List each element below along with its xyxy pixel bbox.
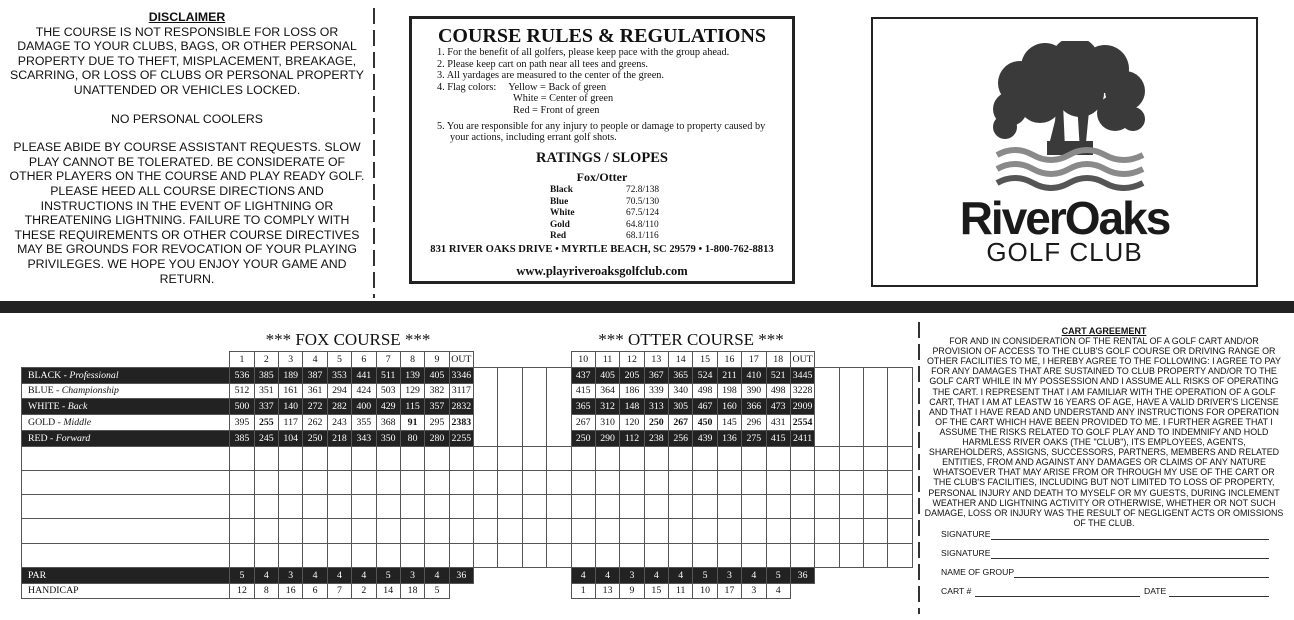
handicap-label: HANDICAP [22, 583, 230, 599]
yardage: 290 [595, 430, 619, 446]
par-value: 4 [254, 567, 278, 583]
scorecard-table [21, 351, 913, 599]
tee-label: WHITE - Back [22, 399, 230, 415]
hole-number-row [22, 352, 913, 368]
yardage: 139 [400, 367, 424, 383]
yardage: 294 [327, 383, 351, 399]
handicap-value: 8 [254, 583, 278, 599]
rating-value: 64.8/110 [626, 219, 659, 230]
handicap-value: 1 [571, 583, 595, 599]
yardage: 405 [425, 367, 449, 383]
yardage: 267 [669, 415, 693, 431]
hole-number: 12 [620, 352, 644, 368]
par-value: 4 [595, 567, 619, 583]
yardage: 361 [303, 383, 327, 399]
par-value: 4 [742, 567, 766, 583]
yardage: 305 [669, 399, 693, 415]
yardage: 280 [425, 430, 449, 446]
yardage: 211 [717, 367, 741, 383]
signature-line-2[interactable] [991, 558, 1269, 559]
yardage: 382 [425, 383, 449, 399]
cart-number-line[interactable] [975, 596, 1140, 597]
par-value: 4 [327, 567, 351, 583]
par-value: 4 [644, 567, 668, 583]
handicap-value: 14 [376, 583, 400, 599]
yardage: 536 [230, 367, 254, 383]
hole-number: 11 [595, 352, 619, 368]
handicap-value: 15 [644, 583, 668, 599]
disclaimer-para-3: PLEASE ABIDE BY COURSE ASSISTANT REQUESTS. SLOW PLAY CANNOT BE TOLERATED. BE CONSIDERATE OF OTHER PLAYERS ON THE COURSE AND PLAY READY GOLF. PLEASE HEED ALL COURSE DIRECTIONS AND INSTRUCTIONS IN THE EVENT OF LIGHTNING OR THREATENING LIGHTNING. FAILURE TO COMPLY WITH THESE REQUIREMENTS OR OTHER COURSE DIRECTIVES MAY BE GROUNDS FOR REVOCATION OF YOUR PLAYING PRIVILEGES. WE HOPE YOU ENJOY YOUR GAME AND RETURN. [9, 140, 365, 286]
club-address: 831 RIVER OAKS DRIVE • MYRTLE BEACH, SC 29579 • 1-800-762-8813 [430, 244, 774, 255]
tee-row-gold [22, 415, 913, 431]
disclaimer-para-2: NO PERSONAL COOLERS [111, 111, 263, 126]
hole-number: 2 [254, 352, 278, 368]
fold-line [373, 8, 375, 298]
par-value: 3 [279, 567, 303, 583]
yardage: 410 [742, 367, 766, 383]
par-value: 3 [717, 567, 741, 583]
hole-number: 5 [327, 352, 351, 368]
hole-number: 15 [693, 352, 717, 368]
handicap-value: 18 [400, 583, 424, 599]
hole-out-label: OUT [449, 352, 473, 368]
fox-net-column: N E T [522, 367, 546, 446]
yardage: 387 [303, 367, 327, 383]
player-score-row[interactable] [22, 446, 913, 470]
par-value: 4 [669, 567, 693, 583]
yardage: 255 [254, 415, 278, 431]
yardage: 405 [595, 367, 619, 383]
yardage: 385 [254, 367, 278, 383]
fox-adjusted-column: A D J U S T E D [547, 367, 571, 446]
group-name-label: NAME OF GROUP [941, 567, 1015, 577]
yardage-out: 3445 [790, 367, 814, 383]
hole-number: 1 [230, 352, 254, 368]
handicap-value: 6 [303, 583, 327, 599]
tee-row-red [22, 430, 913, 446]
yardage: 245 [254, 430, 278, 446]
hole-number: 17 [742, 352, 766, 368]
yardage: 136 [717, 430, 741, 446]
handicap-value: 16 [279, 583, 303, 599]
hole-number: 10 [571, 352, 595, 368]
signature-label-1: SIGNATURE [941, 529, 991, 539]
player-score-row[interactable] [22, 519, 913, 543]
otter-net-column: N E T [864, 367, 888, 446]
handicap-value: 13 [595, 583, 619, 599]
yardage: 339 [644, 383, 668, 399]
fox-handicap-column: H A N D I C A P [498, 367, 522, 446]
yardage-out: 2255 [449, 430, 473, 446]
tee-label: BLACK - Professional [22, 367, 230, 383]
tee-label: BLUE - Championship [22, 383, 230, 399]
yardage: 450 [693, 415, 717, 431]
otter-course-title: *** OTTER COURSE *** [598, 330, 784, 349]
handicap-row [22, 583, 913, 599]
rating-tee: Blue [550, 196, 569, 207]
handicap-value: 10 [693, 583, 717, 599]
yardage-out: 3228 [790, 383, 814, 399]
yardage: 498 [766, 383, 790, 399]
date-label: DATE [1144, 586, 1167, 596]
fold-band [0, 301, 1294, 313]
tee-row-white [22, 399, 913, 415]
player-score-row[interactable] [22, 495, 913, 519]
hole-out-label: OUT [790, 352, 814, 368]
par-value: 5 [376, 567, 400, 583]
yardage: 521 [766, 367, 790, 383]
logo-subtitle: GOLF CLUB [986, 237, 1143, 267]
yardage: 120 [620, 415, 644, 431]
par-value: 3 [620, 567, 644, 583]
player-score-row[interactable] [22, 543, 913, 567]
yardage: 250 [644, 415, 668, 431]
rule-1: 1. For the benefit of all golfers, please keep pace with the group ahead. [437, 47, 730, 58]
yardage: 272 [303, 399, 327, 415]
yardage: 243 [327, 415, 351, 431]
handicap-value: 2 [352, 583, 376, 599]
yardage: 368 [376, 415, 400, 431]
rating-value: 67.5/124 [626, 208, 660, 219]
hole-number: 13 [644, 352, 668, 368]
otter-total-column: T O T A L [815, 367, 839, 446]
yardage-out: 3346 [449, 367, 473, 383]
hole-number: 14 [669, 352, 693, 368]
yardage: 91 [400, 415, 424, 431]
flag-yellow: Yellow = Back of green [508, 81, 607, 93]
rule-2: 2. Please keep cart on path near all tees and greens. [437, 58, 648, 70]
handicap-value: 4 [766, 583, 790, 599]
hole-number: 6 [352, 352, 376, 368]
hole-number: 18 [766, 352, 790, 368]
course-rules-box [409, 16, 795, 284]
yardage: 364 [595, 383, 619, 399]
rating-tee: Red [550, 231, 567, 242]
yardage: 353 [327, 367, 351, 383]
rules-list [437, 47, 787, 144]
yardage: 115 [400, 399, 424, 415]
handicap-value: 11 [669, 583, 693, 599]
handicap-value: 7 [327, 583, 351, 599]
tee-row-blue [22, 383, 913, 399]
fox-course-title: *** FOX COURSE *** [265, 330, 431, 349]
tee-label: RED - Forward [22, 430, 230, 446]
group-name-line[interactable] [1014, 577, 1269, 578]
par-value: 4 [571, 567, 595, 583]
yardage: 429 [376, 399, 400, 415]
yardage: 367 [644, 367, 668, 383]
rule-3: 3. All yardages are measured to the center of the green. [437, 70, 665, 82]
par-value: 4 [425, 567, 449, 583]
otter-adjusted-column: A D J U S T E D [888, 367, 913, 446]
yardage: 312 [595, 399, 619, 415]
yardage: 503 [376, 383, 400, 399]
handicap-value: 5 [425, 583, 449, 599]
yardage: 250 [571, 430, 595, 446]
yardage: 350 [376, 430, 400, 446]
yardage: 337 [254, 399, 278, 415]
yardage: 148 [620, 399, 644, 415]
yardage: 467 [693, 399, 717, 415]
hole-number: 8 [400, 352, 424, 368]
handicap-value: 9 [620, 583, 644, 599]
yardage: 424 [352, 383, 376, 399]
disclaimer-para-1: THE COURSE IS NOT RESPONSIBLE FOR LOSS OR DAMAGE TO YOUR CLUBS, BAGS, OR OTHER PERSONAL PROPERTY DUE TO THEFT, MISPLACEMENT, BREAKAGE, SCARRING, OR LOSS OF CLUBS OR PERSONAL PROPERTY UNATTENDED OR VEHICLES LOCKED. [10, 24, 364, 97]
fold-line [918, 322, 920, 614]
yardage: 473 [766, 399, 790, 415]
par-value: 5 [693, 567, 717, 583]
hole-number: 4 [303, 352, 327, 368]
tee-row-black [22, 367, 913, 383]
yardage-out: 3117 [449, 383, 473, 399]
yardage: 282 [327, 399, 351, 415]
yardage: 140 [279, 399, 303, 415]
rating-tee: Gold [550, 219, 570, 230]
yardage: 250 [303, 430, 327, 446]
cart-agreement-body: FOR AND IN CONSIDERATION OF THE RENTAL OF A GOLF CART AND/OR PROVISION OF ACCESS TO THE CLUB'S GOLF COURSE OR DRIVING RANGE OR OTHER FACILITIES TO ME, I HEREBY AGREE TO THE FOLLOWING: I AGREE TO PAY FOR ANY DAMAGES THAT ARE SUSTAINED TO CLUB PROPERTY AND/OR TO THE GOLF CART WHILE IN MY POSSESSION AND I ASSUME ALL RISKS OF OPERATING THE CART. I REPRESENT THAT I AM FAMILIAR WITH THE OPERATION OF A GOLF CART, THAT I AM AT LEASTW 16 YEARS OF AGE, HAVE A VALID DRIVER'S LICENSE AND THAT I HAVE READ AND UNDERSTAND ANY INSTRUCTIONS FOR OPERATION OF THE CART WHICH HAVE BEEN PROVIDED TO ME. I FURTHER AGREE THAT I ASSUME THE RISKS RELATED TO GOLF PLAY AND TO INDEMNIFY AND HOLD HARMLESS RIVER OAKS (THE "CLUB"), ITS EMPLOYEES, AGENTS, SHAREHOLDERS, ASSIGNS, SUCCESSORS, PARTNERS, MEMBERS AND RELATED ENTITIES, FROM AND AGAINST ANY DAMAGES OR CLAIMS OF ANY NATURE WHATSOEVER THAT MAY ARISE FROM OR THROUGH MY USE OF THE CART OR THE CLUB'S FACILITIES, INCLUDING BUT NOT LIMITED TO LOSS OF PROPERTY, PERSONAL INJURY AND DEATH TO MYSELF OR MY GUESTS, DURING INCLEMENT WEATHER AND LIGHTNING ACTIVITY OR OTHERWISE, WHETHER OR NOT SUCH DAMAGE, LOSS OR INJURY WAS THE RESULT OF NEGLIGENT ACTS OR OMISSIONS OF THE CLUB. [924, 336, 1284, 528]
hole-number: 16 [717, 352, 741, 368]
yardage: 355 [352, 415, 376, 431]
signature-line-1[interactable] [991, 539, 1269, 540]
rule-5: 5. You are responsible for any injury to people or damage to property caused by [437, 120, 766, 132]
hole-number: 3 [279, 352, 303, 368]
fox-total-column: T O T A L [474, 367, 498, 446]
yardage: 310 [595, 415, 619, 431]
cart-agreement [924, 326, 1284, 528]
yardage: 524 [693, 367, 717, 383]
yardage: 160 [717, 399, 741, 415]
rule-5-cont: your actions, including errant golf shots. [450, 132, 617, 144]
logo-box [871, 17, 1258, 287]
signature-label-2: SIGNATURE [941, 548, 991, 558]
yardage-out: 2909 [790, 399, 814, 415]
yardage: 441 [352, 367, 376, 383]
disclaimer-text [8, 10, 366, 286]
yardage: 117 [279, 415, 303, 431]
yardage: 145 [717, 415, 741, 431]
yardage: 400 [352, 399, 376, 415]
yardage: 366 [742, 399, 766, 415]
rating-value: 72.8/138 [626, 185, 660, 195]
yardage: 395 [230, 415, 254, 431]
otter-handicap-column: H A N D I C A P [839, 367, 863, 446]
yardage: 439 [693, 430, 717, 446]
yardage: 189 [279, 367, 303, 383]
yardage: 500 [230, 399, 254, 415]
ratings-subtitle: Fox/Otter [576, 170, 628, 184]
par-value: 5 [230, 567, 254, 583]
yardage: 218 [327, 430, 351, 446]
yardage: 498 [693, 383, 717, 399]
yardage: 512 [230, 383, 254, 399]
yardage: 357 [425, 399, 449, 415]
yardage: 313 [644, 399, 668, 415]
yardage: 256 [669, 430, 693, 446]
rating-value: 68.1/116 [626, 231, 659, 242]
ratings-title: RATINGS / SLOPES [536, 150, 668, 166]
flag-red: Red = Front of green [513, 104, 600, 116]
yardage-out: 2411 [790, 430, 814, 446]
par-out: 36 [449, 567, 473, 583]
hole-number: 9 [425, 352, 449, 368]
handicap-value: 3 [742, 583, 766, 599]
yardage: 80 [400, 430, 424, 446]
yardage-out: 2832 [449, 399, 473, 415]
yardage: 262 [303, 415, 327, 431]
rating-value: 70.5/130 [626, 196, 660, 207]
par-label: PAR [22, 567, 230, 583]
cart-agreement-title: CART AGREEMENT [1061, 326, 1147, 336]
flag-white: White = Center of green [513, 93, 614, 105]
rating-tee: White [550, 208, 575, 219]
yardage: 343 [352, 430, 376, 446]
yardage: 415 [766, 430, 790, 446]
logo-name: RiverOaks [959, 192, 1170, 244]
yardage: 186 [620, 383, 644, 399]
par-row [22, 567, 913, 583]
cart-number-label: CART # [941, 586, 972, 596]
player-score-row[interactable] [22, 470, 913, 494]
par-value: 4 [303, 567, 327, 583]
handicap-value: 12 [230, 583, 254, 599]
yardage: 351 [254, 383, 278, 399]
yardage: 340 [669, 383, 693, 399]
yardage: 267 [571, 415, 595, 431]
yardage-out: 2554 [790, 415, 814, 431]
yardage: 390 [742, 383, 766, 399]
yardage: 161 [279, 383, 303, 399]
yardage: 275 [742, 430, 766, 446]
rule-4: 4. Flag colors: [437, 81, 497, 93]
date-line[interactable] [1169, 596, 1269, 597]
handicap-value: 17 [717, 583, 741, 599]
yardage: 104 [279, 430, 303, 446]
disclaimer-title: DISCLAIMER [148, 10, 226, 24]
yardage: 415 [571, 383, 595, 399]
yardage: 365 [669, 367, 693, 383]
yardage: 295 [425, 415, 449, 431]
yardage: 437 [571, 367, 595, 383]
rules-title: COURSE RULES & REGULATIONS [437, 25, 767, 47]
yardage: 365 [571, 399, 595, 415]
par-value: 3 [400, 567, 424, 583]
yardage: 112 [620, 430, 644, 446]
yardage: 129 [400, 383, 424, 399]
yardage-out: 2383 [449, 415, 473, 431]
yardage: 238 [644, 430, 668, 446]
yardage: 296 [742, 415, 766, 431]
hole-number: 7 [376, 352, 400, 368]
ratings-table [550, 185, 659, 243]
yardage: 385 [230, 430, 254, 446]
par-value: 5 [766, 567, 790, 583]
club-website: www.playriveroaksgolfclub.com [516, 264, 688, 278]
tee-label: GOLD - Middle [22, 415, 230, 431]
oak-tree-logo-icon [985, 41, 1155, 191]
yardage: 198 [717, 383, 741, 399]
rating-tee: Black [550, 185, 573, 195]
yardage: 205 [620, 367, 644, 383]
yardage: 431 [766, 415, 790, 431]
par-out: 36 [790, 567, 814, 583]
par-value: 4 [352, 567, 376, 583]
yardage: 511 [376, 367, 400, 383]
